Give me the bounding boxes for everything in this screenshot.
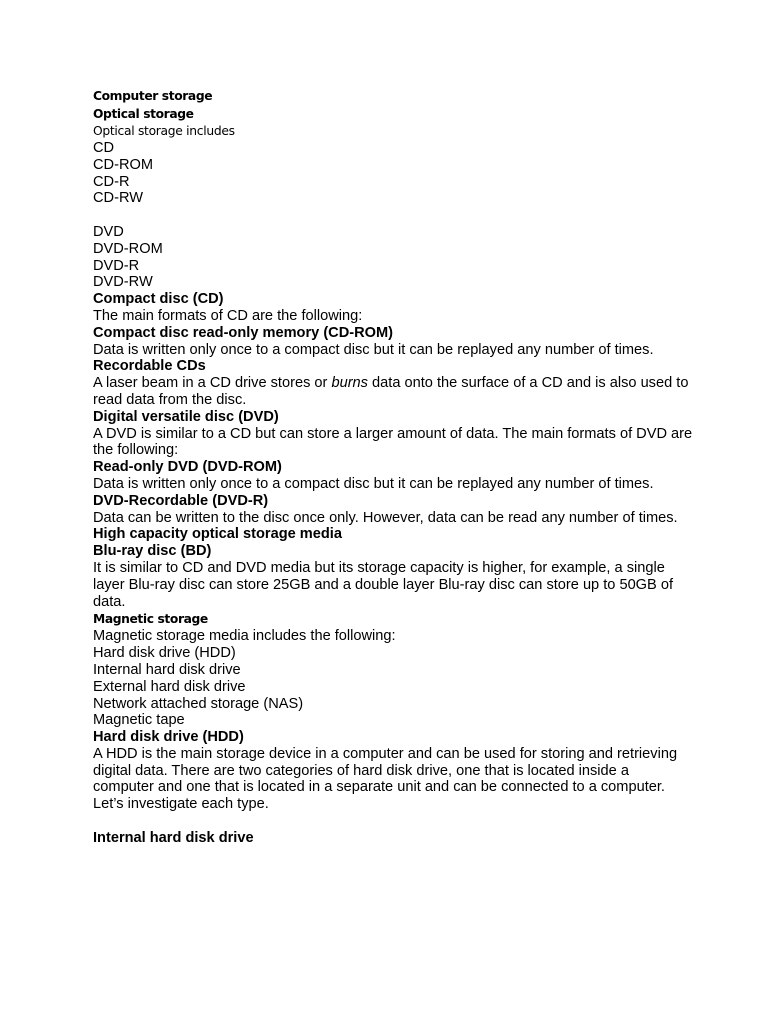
dvdrom-text: Data is written only once to a compact disc but it can be replayed any number of times. xyxy=(93,475,654,492)
magnetic-list-item: Network attached storage (NAS) xyxy=(93,695,304,712)
cdr-text xyxy=(93,375,693,409)
cdrom-text: Data is written only once to a compact disc but it can be replayed any number of times. xyxy=(93,341,654,358)
document-page xyxy=(93,87,693,847)
cd-list-item: CD-ROM xyxy=(93,156,153,173)
optical-storage-heading: Optical storage xyxy=(93,107,194,121)
cd-list-item: CD xyxy=(93,140,115,156)
magnetic-list-item: External hard disk drive xyxy=(93,678,246,695)
dvdr-text: Data can be written to the disc once only. However, data can be read any number of times. xyxy=(93,509,678,526)
magnetic-storage-heading: Magnetic storage xyxy=(93,612,208,627)
document-title: Computer storage xyxy=(93,89,213,103)
magnetic-intro: Magnetic storage media includes the following: xyxy=(93,628,396,645)
dvd-list-item: DVD-R xyxy=(93,257,140,274)
magnetic-list-item: Internal hard disk drive xyxy=(93,661,241,678)
dvd-text: A DVD is similar to a CD but can store a larger amount of data. The main formats of DVD are the following: xyxy=(93,425,693,459)
cd-text: The main formats of CD are the following: xyxy=(93,307,363,324)
cdr-text-before: A laser beam in a CD drive stores or xyxy=(93,375,332,392)
internal-hdd-heading: Internal hard disk drive xyxy=(93,829,254,846)
hdd-text: A HDD is the main storage device in a computer and can be used for storing and retrieving digital data. There are two categories of hard disk drive, one that is located inside a computer and one that is located in a separate unit and can be connected to a computer. Let’s investigate each type. xyxy=(93,745,678,813)
magnetic-list-item: Hard disk drive (HDD) xyxy=(93,645,236,662)
dvd-list-item: DVD-RW xyxy=(93,274,153,291)
bluray-heading: Blu-ray disc (BD) xyxy=(93,543,212,560)
cdr-text-after: data onto the surface of a CD and is also used to read data from the disc. xyxy=(93,375,689,408)
magnetic-list-item: Magnetic tape xyxy=(93,712,185,729)
high-capacity-heading: High capacity optical storage media xyxy=(93,526,342,543)
dvdrom-heading: Read-only DVD (DVD-ROM) xyxy=(93,459,282,476)
spacer xyxy=(93,207,693,224)
dvd-list-item: DVD-ROM xyxy=(93,240,163,257)
cd-heading: Compact disc (CD) xyxy=(93,291,224,308)
bluray-text: It is similar to CD and DVD media but its storage capacity is higher, for example, a single layer Blu-ray disc can store 25GB and a double layer Blu-ray disc can store up to 50GB of data. xyxy=(93,559,673,610)
dvd-heading: Digital versatile disc (DVD) xyxy=(93,408,279,425)
cdrom-heading: Compact disc read-only memory (CD-ROM) xyxy=(93,324,394,341)
cdr-text-italic: burns xyxy=(331,375,368,392)
cd-list-item: CD-R xyxy=(93,173,130,190)
optical-storage-intro: Optical storage includes xyxy=(93,124,235,138)
spacer xyxy=(93,813,693,830)
dvd-list-item: DVD xyxy=(93,223,124,240)
hdd-heading: Hard disk drive (HDD) xyxy=(93,729,244,746)
cdr-heading: Recordable CDs xyxy=(93,358,206,375)
dvdr-heading: DVD-Recordable (DVD-R) xyxy=(93,492,269,509)
cd-list-item: CD-RW xyxy=(93,190,143,207)
